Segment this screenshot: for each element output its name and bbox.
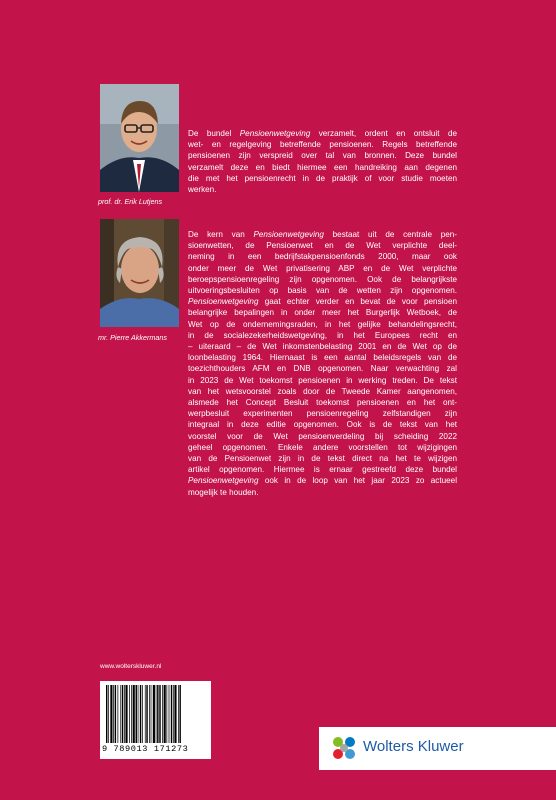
text-line [188,453,457,464]
text-line [188,341,457,352]
author-caption-lutjens: prof. dr. Erik Lutjens [98,197,163,206]
author-caption-akkermans: mr. Pierre Akkermans [98,333,167,342]
barcode-bar [145,685,146,743]
text-line [188,184,457,195]
barcode-bar [113,685,114,743]
text-segment: pensioenen zijn verspreid over tal van bronnen. Deze bundel [188,151,457,161]
barcode-bar [149,685,150,743]
text-segment: die met het pensioenrecht in de praktijk of voor studie moeten [188,173,457,183]
text-line [188,375,457,386]
barcode-bar [129,685,130,743]
barcode-bar [166,685,167,743]
isbn-barcode [100,681,211,759]
barcode-bar [164,685,166,743]
text-segment: bestaat uit de centrale pen- [323,230,457,239]
text-line [188,487,457,498]
barcode-bar [179,685,180,743]
text-line [188,251,457,262]
book-title: Pensioenwetgeving [188,476,259,486]
barcode-bar [122,685,123,743]
barcode-bar [133,685,135,743]
description-paragraph-2 [188,229,457,498]
text-line [188,307,457,318]
text-segment: voorstel voor de Wet pensioenverdeling bij scheiding 2022 [188,431,457,441]
wolters-kluwer-logo-icon [330,734,358,762]
barcode-bar [115,685,116,743]
text-line [188,442,457,453]
barcode-bar [138,685,139,743]
text-segment: belangrijke bepalingen in onder meer het Burgerlijk Wetboek, de [188,308,457,318]
text-segment: De bundel [188,129,240,138]
book-title: Pensioenwetgeving [188,297,259,307]
text-line [188,229,457,240]
barcode-bar [171,685,172,743]
barcode-bar [120,685,121,743]
barcode-bar [108,685,109,743]
text-segment: sioenwetten, de Pensioenwet en de Wet verplichte deel- [188,241,457,251]
text-line [188,408,457,419]
author-photo-akkermans [100,219,179,327]
text-segment: De kern van [188,230,254,239]
barcode-bar [142,685,143,743]
text-line [188,363,457,374]
book-title: Pensioenwetgeving [239,129,311,138]
text-line [188,464,457,475]
text-segment: loonbelasting 1964. Hiernaast is een aantal beleidsregels van de [188,353,457,363]
text-segment: onder meer de Wet privatisering ABP en de Wet verplichte [188,263,457,273]
barcode-bar [125,685,127,743]
barcode-bar [174,685,176,743]
text-segment: mogelijk te houden. [188,487,259,497]
barcode-bar [157,685,158,743]
text-segment: geheel opgenomen. Enkele andere voorstellen tot wijzigingen [188,442,457,452]
text-line [188,263,457,274]
publisher-name: Wolters Kluwer [363,738,464,755]
text-segment: gaat echter verder en bevat de voor pensioen [258,297,457,307]
barcode-bar [169,685,170,743]
barcode-bar [151,685,152,743]
barcode-bar [124,685,125,743]
description-paragraph-1 [188,128,457,195]
text-line [188,330,457,341]
text-line [188,397,457,408]
author-photo-lutjens [100,84,179,192]
text-segment: wet- en regelgeving betreffende pensioenen. Regels betreffende [188,140,457,150]
text-segment: – uiteraard – de Wet inkomstenbelasting 2001 en de Wet op de [188,342,457,352]
isbn-number: 9 789013 171273 [102,744,189,754]
text-line [188,240,457,251]
text-segment: verzamelt deze en biedt hiermee een handreiking aan degenen [188,162,457,172]
text-segment: in de socialezekerheidswetgeving, in het Europees recht en [188,330,457,340]
text-line [188,162,457,173]
barcode-bar [131,685,132,743]
barcode-bar [118,685,119,743]
text-segment: beroepspensioenregeling zijn opgenomen. Ook de belangrijkste [188,274,457,284]
barcode-bar [173,685,174,743]
text-segment: uitvoeringsbesluiten op basis van de wetten zijn opgenomen. [188,286,457,296]
text-segment: werpbesluit experimenten pensioenregeling zelfstandigen zijn [188,409,457,419]
text-line [188,475,457,486]
text-line [188,352,457,363]
text-segment: verzamelt, ordent en ontsluit de [310,129,457,138]
barcode-bar [162,685,163,743]
text-segment: in 2023 de Wet toekomst pensioenen in werking treden. De tekst [188,375,457,385]
text-segment: van het wetsvoorstel zoals door de Tweede Kamer aangenomen, [188,386,457,396]
text-line [188,173,457,184]
barcode-bar [178,685,179,743]
text-segment: artikel opgenomen. Hiermee is ernaar gestreefd deze bundel [188,465,457,475]
text-line [188,319,457,330]
text-line [188,150,457,161]
barcode-bar [110,685,112,743]
text-segment: toezichthouders AFM en DNB opgenomen. Naar verwachting zal [188,364,457,374]
text-segment: neming in een bedrijfstakpensioenfonds 2000, maar ook [188,252,457,262]
text-segment: werken. [188,185,217,195]
text-line [188,419,457,430]
barcode-bar [153,685,155,743]
barcode-bars [106,685,205,743]
barcode-bar [140,685,141,743]
text-line [188,139,457,150]
barcode-bar [106,685,107,743]
text-segment: van de Pensioenwet zijn in de tekst direct na het te wijzigen [188,454,457,464]
text-line [188,274,457,285]
text-line [188,128,457,139]
barcode-bar [156,685,157,743]
publisher-logo [319,727,556,770]
barcode-bar [146,685,147,743]
barcode-bar [159,685,160,743]
book-title: Pensioenwetgeving [253,230,324,239]
text-segment: ook in de loop van het jaar 2023 zo actueel [258,476,457,486]
text-line [188,296,457,307]
text-segment: Wet op de ondernemingsraden, in het gelijke behandelingsrecht, [188,319,457,329]
text-line [188,386,457,397]
text-segment: alsmede het Concept Besluit toekomst pensioenen en het ont- [188,398,457,408]
publisher-website: www.wolterskluwer.nl [100,663,162,670]
text-segment: integraal in deze editie opgenomen. Ook is de tekst van het [188,420,457,430]
text-line [188,431,457,442]
text-line [188,285,457,296]
barcode-bar [136,685,137,743]
